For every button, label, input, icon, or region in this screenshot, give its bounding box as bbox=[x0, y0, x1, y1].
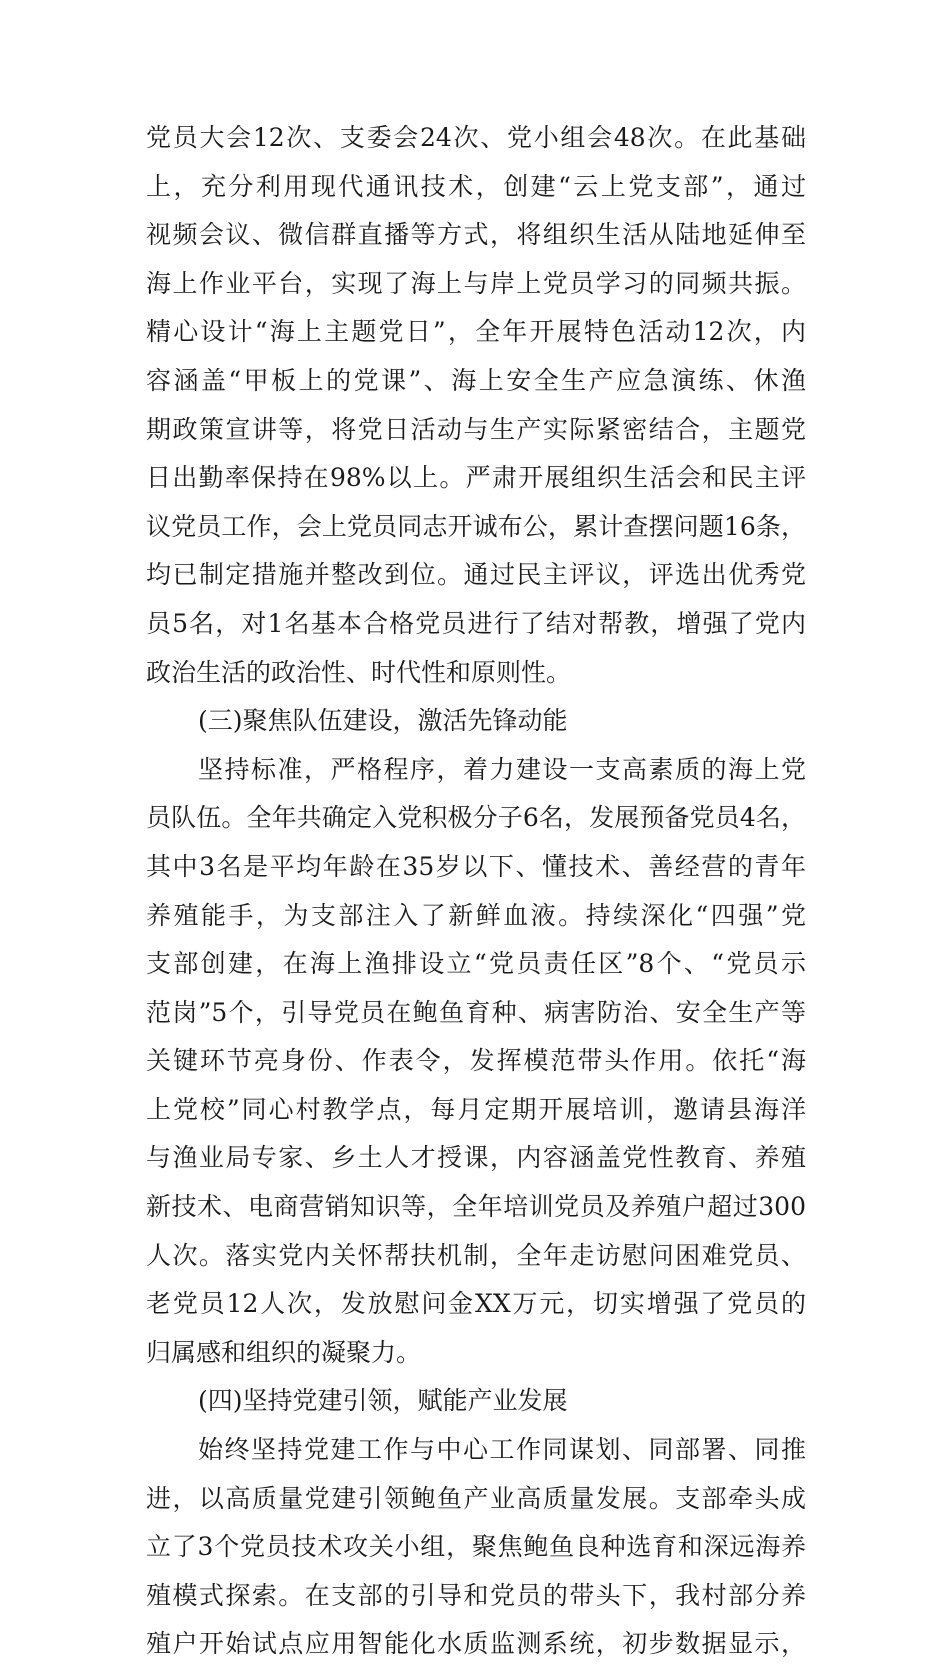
text-line: 立了3个党员技术攻关小组，聚焦鲍鱼良种选育和深远海养 bbox=[146, 1532, 806, 1562]
text-line: 老党员12人次，发放慰问金XX万元，切实增强了党员的 bbox=[146, 1289, 806, 1319]
text-line: 视频会议、微信群直播等方式，将组织生活从陆地延伸至 bbox=[146, 220, 806, 250]
text-line: 其中3名是平均年龄在35岁以下、懂技术、善经营的青年 bbox=[146, 851, 806, 881]
text-line: 关键环节亮身份、作表令，发挥模范带头作用。依托“海 bbox=[146, 1046, 806, 1076]
text-line: 归属感和组织的凝聚力。 bbox=[146, 1337, 422, 1367]
text-line: 上，充分利用现代通讯技术，创建“云上党支部”，通过 bbox=[146, 171, 806, 201]
text-line: 员队伍。全年共确定入党积极分子6名，发展预备党员4名， bbox=[146, 803, 806, 833]
text-line: 进，以高质量党建引领鲍鱼产业高质量发展。支部牵头成 bbox=[146, 1483, 806, 1513]
text-line: 期政策宣讲等，将党日活动与生产实际紧密结合，主题党 bbox=[146, 414, 806, 444]
text-line: 均已制定措施并整改到位。通过民主评议，评选出优秀党 bbox=[146, 560, 806, 590]
text-line: 精心设计“海上主题党日”，全年开展特色活动12次，内 bbox=[146, 317, 807, 347]
text-line: 党员大会12次、支委会24次、党小组会48次。在此基础 bbox=[146, 123, 806, 152]
text-line: 海上作业平台，实现了海上与岸上党员学习的同频共振。 bbox=[146, 268, 806, 298]
text-line: 殖模式探索。在支部的引导和党员的带头下，我村部分养 bbox=[146, 1580, 806, 1610]
text-line: 上党校”同心村教学点，每月定期开展培训，邀请县海洋 bbox=[146, 1094, 806, 1124]
section-heading: (四)坚持党建引领，赋能产业发展 bbox=[198, 1386, 568, 1416]
text-line: 新技术、电商营销知识等，全年培训党员及养殖户超过300 bbox=[146, 1192, 806, 1222]
text-line: 政治生活的政治性、时代性和原则性。 bbox=[146, 657, 572, 687]
section-heading: (三)聚焦队伍建设，激活先锋动能 bbox=[198, 706, 568, 736]
text-line: 容涵盖“甲板上的党课”、海上安全生产应急演练、休渔 bbox=[146, 365, 806, 395]
text-line: 坚持标准，严格程序，着力建设一支高素质的海上党 bbox=[198, 754, 806, 784]
text-line: 日出勤率保持在98%以上。严肃开展组织生活会和民主评 bbox=[146, 463, 806, 493]
text-line: 范岗”5个，引导党员在鲍鱼育种、病害防治、安全生产等 bbox=[146, 997, 806, 1027]
document-page bbox=[146, 114, 806, 1669]
text-line: 支部创建，在海上渔排设立“党员责任区”8个、“党员示 bbox=[146, 949, 807, 979]
text-line: 人次。落实党内关怀帮扶机制，全年走访慰问困难党员、 bbox=[146, 1240, 806, 1270]
text-line: 始终坚持党建工作与中心工作同谋划、同部署、同推 bbox=[198, 1435, 806, 1465]
text-line: 议党员工作，会上党员同志开诚布公，累计查摆问题16条， bbox=[146, 511, 806, 541]
text-line: 与渔业局专家、乡土人才授课，内容涵盖党性教育、养殖 bbox=[146, 1143, 806, 1173]
text-line: 殖户开始试点应用智能化水质监测系统，初步数据显示， bbox=[146, 1629, 806, 1659]
text-line: 员5名，对1名基本合格党员进行了结对帮教，增强了党内 bbox=[146, 608, 806, 638]
text-line: 养殖能手，为支部注入了新鲜血液。持续深化“四强”党 bbox=[146, 900, 806, 930]
